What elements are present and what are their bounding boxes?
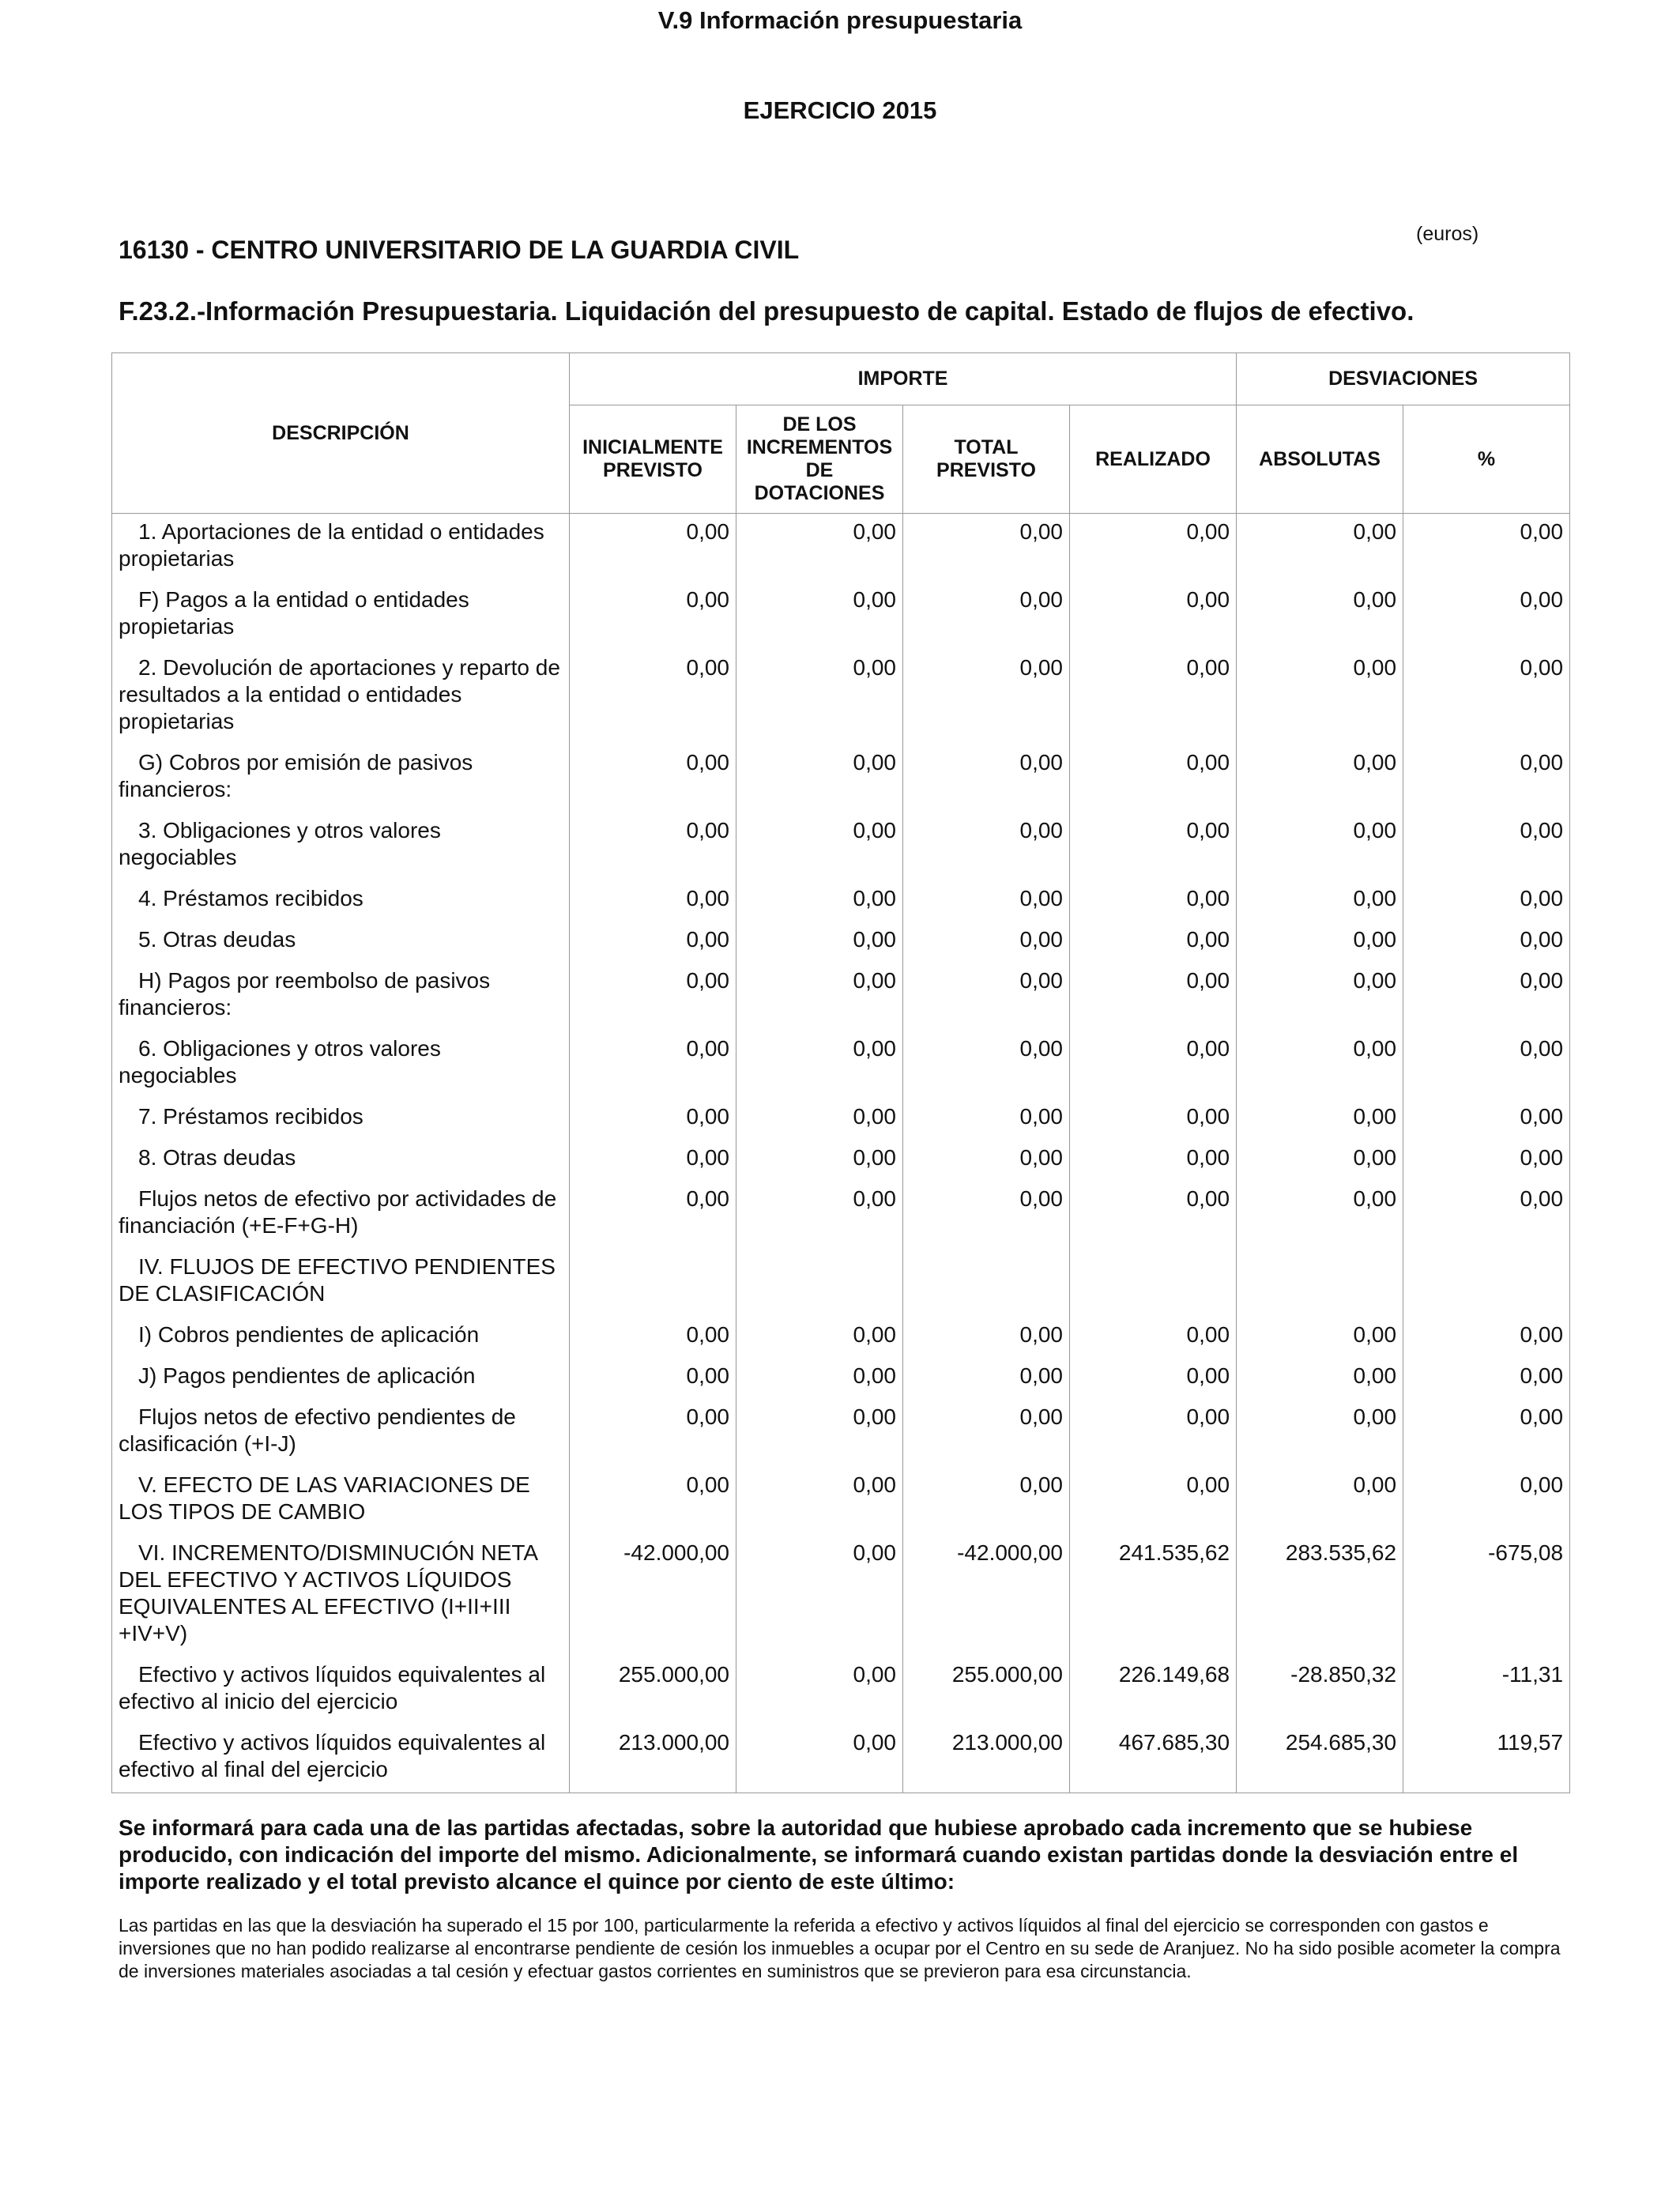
cell-incrementos: 0,00 xyxy=(736,963,903,1031)
cell-inicialmente-previsto: 0,00 xyxy=(570,650,736,745)
cell-absolutas: 0,00 xyxy=(1237,1317,1403,1358)
row-description: Flujos netos de efectivo pendientes de clasificación (+I-J) xyxy=(112,1399,570,1467)
cell-inicialmente-previsto: 0,00 xyxy=(570,1031,736,1099)
table-body xyxy=(112,514,1570,1793)
explanation-note: Las partidas en las que la desviación ha superado el 15 por 100, particularmente la referida a efectivo y activos líquidos al final del ejercicio se corresponden con gastos e inversiones que no han podido realizarse al encontrarse pendiente de cesión los inmuebles a ocupar por el Centro en su sede de Aranjuez. No ha sido posible acometer la compra de inversiones materiales asociadas a tal cesión y efectuar gastos corrientes en suministros que se previeron para esa circunstancia. xyxy=(119,1915,1561,1981)
table-row xyxy=(112,514,1570,582)
row-description: 3. Obligaciones y otros valores negociables xyxy=(112,812,570,880)
cell-absolutas: 0,00 xyxy=(1237,582,1403,650)
cell-realizado: 0,00 xyxy=(1070,1399,1237,1467)
cell-incrementos: 0,00 xyxy=(736,880,903,922)
budget-table xyxy=(111,352,1570,1793)
table-row xyxy=(112,1399,1570,1467)
cell-incrementos: 0,00 xyxy=(736,1140,903,1181)
cell-realizado: 0,00 xyxy=(1070,1358,1237,1399)
cell-absolutas: 0,00 xyxy=(1237,880,1403,922)
cell-absolutas: -28.850,32 xyxy=(1237,1657,1403,1725)
cell-porcentaje: 0,00 xyxy=(1403,582,1570,650)
header-porcentaje: % xyxy=(1403,405,1570,514)
cell-realizado: 241.535,62 xyxy=(1070,1535,1237,1657)
cell-porcentaje: 0,00 xyxy=(1403,1317,1570,1358)
cell-total-previsto: 0,00 xyxy=(903,880,1070,922)
cell-absolutas: 0,00 xyxy=(1237,1358,1403,1399)
cell-realizado: 0,00 xyxy=(1070,514,1237,582)
cell-inicialmente-previsto: 0,00 xyxy=(570,1099,736,1140)
exercise-year: EJERCICIO 2015 xyxy=(743,96,937,124)
table-row xyxy=(112,745,1570,812)
table-row xyxy=(112,1140,1570,1181)
cell-porcentaje: 0,00 xyxy=(1403,1181,1570,1249)
cell-incrementos: 0,00 xyxy=(736,514,903,582)
cell-absolutas: 0,00 xyxy=(1237,922,1403,963)
cell-realizado: 0,00 xyxy=(1070,745,1237,812)
cell-total-previsto: 0,00 xyxy=(903,514,1070,582)
table-row xyxy=(112,582,1570,650)
cell-total-previsto: 0,00 xyxy=(903,963,1070,1031)
row-description: Efectivo y activos líquidos equivalentes al efectivo al inicio del ejercicio xyxy=(112,1657,570,1725)
cell-inicialmente-previsto: -42.000,00 xyxy=(570,1535,736,1657)
cell-incrementos: 0,00 xyxy=(736,650,903,745)
cell-porcentaje: 119,57 xyxy=(1403,1725,1570,1793)
row-description: IV. FLUJOS DE EFECTIVO PENDIENTES DE CLASIFICACIÓN xyxy=(112,1249,570,1317)
entity-name: 16130 - CENTRO UNIVERSITARIO DE LA GUARDIA CIVIL xyxy=(119,236,800,264)
cell-realizado: 0,00 xyxy=(1070,1181,1237,1249)
cell-realizado: 0,00 xyxy=(1070,922,1237,963)
cell-total-previsto: 0,00 xyxy=(903,1358,1070,1399)
cell-porcentaje: 0,00 xyxy=(1403,880,1570,922)
cell-porcentaje: 0,00 xyxy=(1403,812,1570,880)
cell-incrementos: 0,00 xyxy=(736,1657,903,1725)
instruction-note: Se informará para cada una de las partidas afectadas, sobre la autoridad que hubiese aprobado cada incremento que se hubiese producido, con indicación del importe del mismo. Adicionalmente, se informará cuando existan partidas donde la desviación entre el importe realizado y el total previsto alcance el quince por ciento de este último: xyxy=(119,1815,1519,1894)
cell-absolutas: 0,00 xyxy=(1237,1467,1403,1535)
cell-absolutas xyxy=(1237,1249,1403,1317)
header-desviaciones: DESVIACIONES xyxy=(1237,353,1570,405)
table-row xyxy=(112,1358,1570,1399)
cell-realizado: 0,00 xyxy=(1070,1140,1237,1181)
cell-porcentaje xyxy=(1403,1249,1570,1317)
cell-porcentaje: 0,00 xyxy=(1403,514,1570,582)
cell-total-previsto: 0,00 xyxy=(903,922,1070,963)
table-row xyxy=(112,1099,1570,1140)
cell-inicialmente-previsto: 0,00 xyxy=(570,745,736,812)
row-description: H) Pagos por reembolso de pasivos financieros: xyxy=(112,963,570,1031)
cell-total-previsto: 0,00 xyxy=(903,582,1070,650)
cell-total-previsto: 0,00 xyxy=(903,1467,1070,1535)
row-description: 2. Devolución de aportaciones y reparto de resultados a la entidad o entidades propietarias xyxy=(112,650,570,745)
cell-total-previsto: 0,00 xyxy=(903,650,1070,745)
row-description: Flujos netos de efectivo por actividades de financiación (+E-F+G-H) xyxy=(112,1181,570,1249)
section-title: V.9 Información presupuestaria xyxy=(657,6,1023,34)
currency-note: (euros) xyxy=(1416,223,1479,245)
cell-incrementos: 0,00 xyxy=(736,1535,903,1657)
table-row xyxy=(112,922,1570,963)
cell-porcentaje: 0,00 xyxy=(1403,963,1570,1031)
table-row xyxy=(112,1725,1570,1793)
cell-realizado: 0,00 xyxy=(1070,880,1237,922)
row-description: 4. Préstamos recibidos xyxy=(112,880,570,922)
cell-porcentaje: 0,00 xyxy=(1403,650,1570,745)
cell-incrementos: 0,00 xyxy=(736,1317,903,1358)
header-descripcion: DESCRIPCIÓN xyxy=(112,353,570,514)
cell-realizado: 0,00 xyxy=(1070,650,1237,745)
cell-porcentaje: 0,00 xyxy=(1403,1358,1570,1399)
cell-incrementos: 0,00 xyxy=(736,1399,903,1467)
cell-total-previsto: 0,00 xyxy=(903,1181,1070,1249)
cell-total-previsto: -42.000,00 xyxy=(903,1535,1070,1657)
cell-realizado: 0,00 xyxy=(1070,1467,1237,1535)
cell-incrementos: 0,00 xyxy=(736,1181,903,1249)
cell-total-previsto: 213.000,00 xyxy=(903,1725,1070,1793)
cell-absolutas: 283.535,62 xyxy=(1237,1535,1403,1657)
table-row xyxy=(112,1249,1570,1317)
table-row xyxy=(112,1657,1570,1725)
cell-porcentaje: 0,00 xyxy=(1403,922,1570,963)
cell-porcentaje: -11,31 xyxy=(1403,1657,1570,1725)
cell-total-previsto: 0,00 xyxy=(903,745,1070,812)
cell-incrementos: 0,00 xyxy=(736,922,903,963)
header-total-previsto: TOTAL PREVISTO xyxy=(903,405,1070,514)
cell-porcentaje: 0,00 xyxy=(1403,1399,1570,1467)
table-row xyxy=(112,1467,1570,1535)
cell-realizado: 0,00 xyxy=(1070,1317,1237,1358)
cell-incrementos: 0,00 xyxy=(736,1725,903,1793)
cell-total-previsto: 0,00 xyxy=(903,1099,1070,1140)
cell-total-previsto: 0,00 xyxy=(903,812,1070,880)
cell-incrementos: 0,00 xyxy=(736,582,903,650)
cell-porcentaje: -675,08 xyxy=(1403,1535,1570,1657)
cell-inicialmente-previsto: 0,00 xyxy=(570,582,736,650)
row-description: F) Pagos a la entidad o entidades propietarias xyxy=(112,582,570,650)
cell-porcentaje: 0,00 xyxy=(1403,1099,1570,1140)
cell-absolutas: 0,00 xyxy=(1237,1031,1403,1099)
cell-realizado: 0,00 xyxy=(1070,1031,1237,1099)
table-row xyxy=(112,1181,1570,1249)
cell-incrementos: 0,00 xyxy=(736,1031,903,1099)
cell-porcentaje: 0,00 xyxy=(1403,1031,1570,1099)
cell-realizado: 226.149,68 xyxy=(1070,1657,1237,1725)
table-row xyxy=(112,963,1570,1031)
cell-absolutas: 0,00 xyxy=(1237,514,1403,582)
cell-incrementos: 0,00 xyxy=(736,1467,903,1535)
cell-total-previsto: 0,00 xyxy=(903,1399,1070,1467)
cell-total-previsto: 0,00 xyxy=(903,1317,1070,1358)
row-description: VI. INCREMENTO/DISMINUCIÓN NETA DEL EFECTIVO Y ACTIVOS LÍQUIDOS EQUIVALENTES AL EFECTIVO (I+II+III +IV+V) xyxy=(112,1535,570,1657)
row-description: I) Cobros pendientes de aplicación xyxy=(112,1317,570,1358)
header-incrementos: DE LOS INCREMENTOS DE DOTACIONES xyxy=(736,405,903,514)
row-description: Efectivo y activos líquidos equivalentes al efectivo al final del ejercicio xyxy=(112,1725,570,1793)
cell-total-previsto: 0,00 xyxy=(903,1140,1070,1181)
cell-inicialmente-previsto: 0,00 xyxy=(570,812,736,880)
cell-absolutas: 0,00 xyxy=(1237,650,1403,745)
cell-inicialmente-previsto: 0,00 xyxy=(570,963,736,1031)
cell-realizado xyxy=(1070,1249,1237,1317)
cell-porcentaje: 0,00 xyxy=(1403,745,1570,812)
cell-inicialmente-previsto: 255.000,00 xyxy=(570,1657,736,1725)
cell-incrementos: 0,00 xyxy=(736,745,903,812)
table-row xyxy=(112,1535,1570,1657)
cell-incrementos xyxy=(736,1249,903,1317)
cell-absolutas: 254.685,30 xyxy=(1237,1725,1403,1793)
cell-absolutas: 0,00 xyxy=(1237,1399,1403,1467)
table-row xyxy=(112,1317,1570,1358)
header-inicialmente-previsto: INICIALMENTE PREVISTO xyxy=(570,405,736,514)
cell-realizado: 0,00 xyxy=(1070,582,1237,650)
header-realizado: REALIZADO xyxy=(1070,405,1237,514)
row-description: 7. Préstamos recibidos xyxy=(112,1099,570,1140)
report-title: F.23.2.-Información Presupuestaria. Liquidación del presupuesto de capital. Estado de flujos de efectivo. xyxy=(119,296,1414,326)
cell-total-previsto xyxy=(903,1249,1070,1317)
cell-inicialmente-previsto: 0,00 xyxy=(570,1467,736,1535)
table-row xyxy=(112,650,1570,745)
cell-porcentaje: 0,00 xyxy=(1403,1140,1570,1181)
row-description: 6. Obligaciones y otros valores negociables xyxy=(112,1031,570,1099)
cell-porcentaje: 0,00 xyxy=(1403,1467,1570,1535)
row-description: 5. Otras deudas xyxy=(112,922,570,963)
cell-inicialmente-previsto: 0,00 xyxy=(570,1399,736,1467)
cell-realizado: 0,00 xyxy=(1070,1099,1237,1140)
cell-inicialmente-previsto: 0,00 xyxy=(570,1358,736,1399)
row-description: 8. Otras deudas xyxy=(112,1140,570,1181)
cell-realizado: 0,00 xyxy=(1070,812,1237,880)
cell-absolutas: 0,00 xyxy=(1237,963,1403,1031)
cell-absolutas: 0,00 xyxy=(1237,1181,1403,1249)
cell-total-previsto: 0,00 xyxy=(903,1031,1070,1099)
cell-inicialmente-previsto xyxy=(570,1249,736,1317)
table-row xyxy=(112,880,1570,922)
table-row xyxy=(112,1031,1570,1099)
cell-inicialmente-previsto: 0,00 xyxy=(570,880,736,922)
cell-absolutas: 0,00 xyxy=(1237,812,1403,880)
table-row xyxy=(112,812,1570,880)
cell-absolutas: 0,00 xyxy=(1237,745,1403,812)
row-description: 1. Aportaciones de la entidad o entidades propietarias xyxy=(112,514,570,582)
header-importe: IMPORTE xyxy=(570,353,1237,405)
cell-inicialmente-previsto: 0,00 xyxy=(570,1181,736,1249)
cell-inicialmente-previsto: 213.000,00 xyxy=(570,1725,736,1793)
cell-incrementos: 0,00 xyxy=(736,812,903,880)
cell-total-previsto: 255.000,00 xyxy=(903,1657,1070,1725)
cell-realizado: 467.685,30 xyxy=(1070,1725,1237,1793)
row-description: V. EFECTO DE LAS VARIACIONES DE LOS TIPOS DE CAMBIO xyxy=(112,1467,570,1535)
cell-incrementos: 0,00 xyxy=(736,1358,903,1399)
cell-absolutas: 0,00 xyxy=(1237,1099,1403,1140)
cell-incrementos: 0,00 xyxy=(736,1099,903,1140)
header-absolutas: ABSOLUTAS xyxy=(1237,405,1403,514)
cell-inicialmente-previsto: 0,00 xyxy=(570,514,736,582)
row-description: J) Pagos pendientes de aplicación xyxy=(112,1358,570,1399)
cell-absolutas: 0,00 xyxy=(1237,1140,1403,1181)
cell-inicialmente-previsto: 0,00 xyxy=(570,1317,736,1358)
cell-inicialmente-previsto: 0,00 xyxy=(570,922,736,963)
cell-inicialmente-previsto: 0,00 xyxy=(570,1140,736,1181)
row-description: G) Cobros por emisión de pasivos financieros: xyxy=(112,745,570,812)
cell-realizado: 0,00 xyxy=(1070,963,1237,1031)
